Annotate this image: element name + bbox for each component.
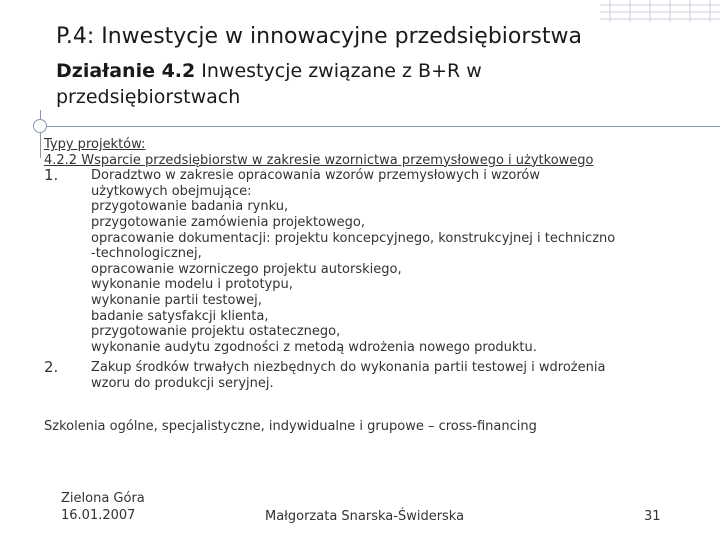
list-line: przygotowanie projektu ostatecznego, — [91, 324, 341, 340]
list-item — [44, 168, 704, 355]
slide-title: P.4: Inwestycje w innowacyjne przedsiębiorstwa — [56, 24, 582, 49]
divider-circle — [33, 119, 47, 133]
list-line: przygotowanie badania rynku, — [91, 199, 289, 215]
list-line: wzoru do produkcji seryjnej. — [91, 375, 274, 391]
list-line: opracowanie wzorniczego projektu autorskiego, — [91, 261, 402, 277]
list-line: użytkowych obejmujące: — [91, 183, 252, 199]
list-line: Zakup środków trwałych niezbędnych do wykonania partii testowej i wdrożenia — [91, 360, 606, 376]
footer-date: 16.01.2007 — [61, 508, 136, 523]
slide-subtitle — [56, 58, 656, 110]
footer-author: Małgorzata Snarska-Świderska — [265, 509, 465, 524]
list-line: wykonanie modelu i prototypu, — [91, 277, 293, 293]
list-line: Doradztwo w zakresie opracowania wzorów przemysłowych i wzorów — [91, 168, 541, 184]
list-line: -technologicznej, — [91, 246, 202, 262]
list-line: opracowanie dokumentacji: projektu koncepcyjnego, konstrukcyjnej i techniczno — [91, 230, 616, 246]
list-line: badanie satysfakcji klienta, — [91, 308, 269, 324]
footer-place-date — [61, 490, 145, 524]
grid-decoration — [600, 0, 720, 22]
list-line: wykonanie audytu zgodności z metodą wdrożenia nowego produktu. — [91, 339, 537, 355]
slide-body — [44, 137, 704, 434]
list-item — [44, 360, 704, 391]
divider-horizontal — [40, 126, 720, 127]
list-line: przygotowanie zamówienia projektowego, — [91, 214, 365, 230]
subtitle-bold: Działanie 4.2 — [56, 60, 196, 82]
list-number: 1. — [44, 166, 59, 185]
closing-text: Szkolenia ogólne, specjalistyczne, indywidualne i grupowe – cross-financing — [44, 418, 537, 434]
list-line: wykonanie partii testowej, — [91, 292, 262, 308]
page-number: 31 — [644, 509, 661, 524]
section-heading: 4.2.2 Wsparcie przedsiębiorstw w zakresie wzornictwa przemysłowego i użytkowego — [44, 152, 594, 168]
footer-place: Zielona Góra — [61, 491, 145, 506]
list-number: 2. — [44, 358, 59, 377]
projects-heading: Typy projektów: — [44, 137, 146, 152]
divider-vertical — [40, 110, 41, 158]
subtitle-rest: Inwestycje związane z B+R w przedsiębiorstwach — [56, 60, 482, 108]
